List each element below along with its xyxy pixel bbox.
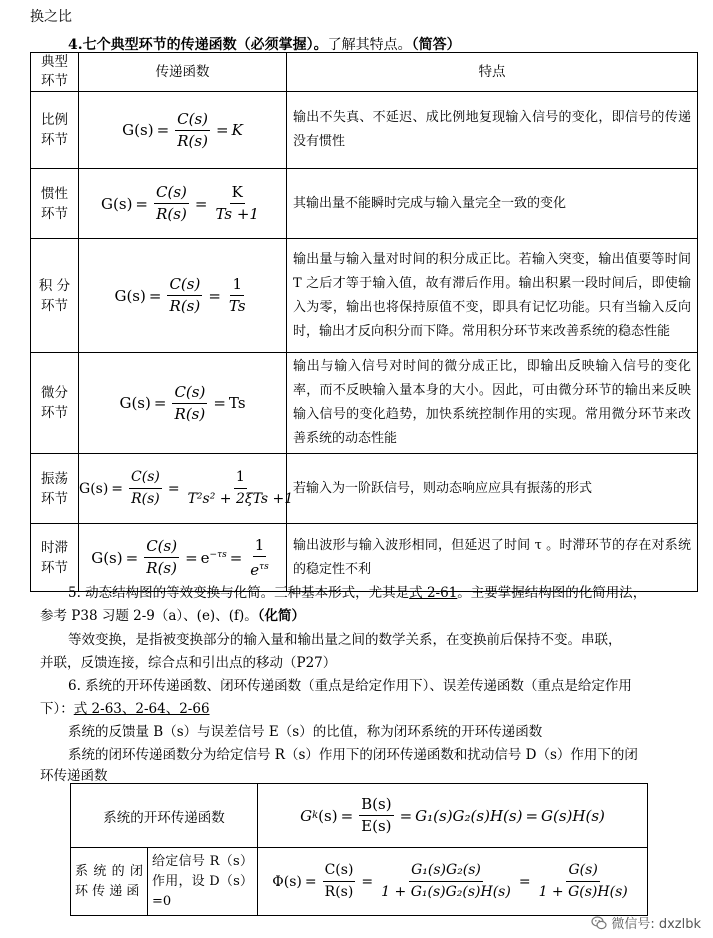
row-formula [79,454,294,524]
row-type [31,454,79,524]
formula-num: C(s) [167,275,202,296]
type-line: 时滞 [41,539,68,556]
row-type [31,239,79,353]
table-row [31,353,698,454]
row-type [31,169,79,239]
formula-num: G₁(s)G₂(s) [409,861,483,882]
formula-num: C(s) [154,183,189,204]
open-loop-label: 系统的开环传递函数 [71,784,258,848]
paragraph-6b: 系统的反馈量 B（s）与误差信号 E（s）的比值，称为闭环系统的开环传递函数 [68,724,543,740]
type-line: 环节 [41,490,68,507]
formula: G (s) = $\frac{C(s)}{R(s)}$ = $e^{-\tau s}$ = $\frac{1}{e^{\tau s}}$ [91,535,269,579]
text-tag: （化简） [257,608,305,624]
type-line: 环节 [41,405,68,421]
formula-den: Ts +1 [215,205,259,223]
formula-den: E(s) [361,817,392,835]
paragraph-5-line2 [40,605,305,627]
formula-reference-link[interactable]: 式 2-63、2-64、2-66 [73,701,210,717]
formula: G (s) = $\frac{C(s)}{R(s)}$ = K [122,109,243,150]
system-transfer-table [70,783,648,916]
formula-den: R(s) [177,131,208,150]
formula-num: G(s) [566,861,599,882]
table-row [31,92,698,169]
paragraph-6c-line2: 环传递函数 [40,768,108,784]
row-feature: 其输出量不能瞬时完成与输入量完全一致的变化 [287,169,698,239]
formula-arg: (s) [134,121,154,139]
row-feature: 输出与输入信号对时间的微分成正比，即输出反映输入信号的变化率，而不反映输入量本身的大小。因此，可由微分环节的输出来反映输入信号的变化趋势，加快系统控制作用的实现。常用微分环节来改善系统的动态性能 [287,353,698,454]
header-transfer-function: 传递函数 [79,53,287,92]
type-line: 比例 [41,112,68,128]
header-type-label: 典型环节 [41,54,68,89]
row-formula [79,239,287,353]
formula-lhs: G [119,394,132,412]
formula: G (s) = $\frac{C(s)}{R(s)}$ = Ts [119,382,246,423]
transfer-function-table [30,52,698,592]
formula-arg: (s) [113,194,133,213]
formula-lhs: G [114,286,127,305]
watermark-text: 微信号: dxzlbk [611,917,701,932]
formula-den: T²s² + 2ξTs +1 [187,491,294,507]
formula: G (s) = $\frac{C(s)}{R(s)}$ = $\frac{1}{Ts}$ [114,275,246,315]
formula-num: 1 [234,468,247,489]
formula-rhs: G(s)H(s) [541,806,605,825]
formula-arg: (s) [126,286,146,305]
table-header-row [31,53,698,92]
row-feature: 若输入为一阶跃信号，则动态响应应具有振荡的形式 [287,454,698,524]
type-line: 微分 [41,385,68,401]
formula-lhs: G [91,548,104,567]
type-line: 环节 [41,559,68,576]
formula-den: e [250,560,260,579]
table-row [31,239,698,353]
formula: G k (s) = $\frac{B(s)}{E(s)}$ = G₁(s)G₂(s)H(s) = G(s)H(s) [300,795,605,835]
formula-arg: (s) [131,394,151,412]
formula-lhs-sub: k [312,810,319,821]
formula-num: C(s) [129,468,162,489]
closed-loop-condition: 给定信号 R（s）作用，设 D（s）=0 [148,848,258,916]
row-type [31,92,79,169]
row-feature: 输出不失真、不延迟、成比例地复现输入信号的变化，即信号的传递没有惯性 [287,92,698,169]
formula-lhs: Φ(s) [272,873,302,890]
type-line: 惯性 [41,185,68,202]
row-formula [79,169,287,239]
formula-den: 1 + G(s)H(s) [538,884,628,900]
formula: G (s) = $\frac{C(s)}{R(s)}$ = $\frac{K}{Ts +1}$ [101,183,259,223]
formula-arg: (s) [90,480,109,497]
type-line: 积 分 [38,277,71,294]
text-span: 。主要掌握结构图的化简用法， [457,585,647,601]
paragraph-6-line1: 6. 系统的开环传递函数、闭环传递函数（重点是给定作用下）、误差传递函数（重点是给定作用 [68,678,632,694]
formula-den: R(s) [324,884,354,900]
type-line: 环节 [41,205,68,222]
top-text-fragment: 换之比 [30,9,72,25]
formula-num: C(s) [323,861,356,882]
formula-den: R(s) [169,297,201,315]
table-row [71,784,648,848]
formula-den: Ts [228,297,246,315]
formula-lhs: G [300,806,313,825]
formula-mid-sup: −τs [209,549,227,560]
paragraph-5-line1 [68,582,646,604]
row-type [31,353,79,454]
type-line: 振荡 [41,470,68,487]
formula-reference-link[interactable]: 式 2-61 [409,585,458,601]
table-row [31,454,698,524]
formula-num: 1 [253,536,267,557]
formula-lhs: G [122,121,135,139]
header-type [31,53,79,92]
table-row [71,848,648,916]
formula-num: K [230,183,245,204]
formula-mid: e [200,548,210,567]
text-span: 5. 动态结构图的等效变换与化简。三种基本形式，尤其是 [68,585,410,601]
formula-lhs: G [79,480,91,497]
paragraph-5b-line2: 并联，反馈连接，综合点和引出点的移动（P27） [40,655,337,671]
formula-den: R(s) [174,404,206,423]
heading-number: 4. [68,37,83,53]
formula-rhs: Ts [228,394,246,412]
type-line: 环节 [41,297,68,314]
row-formula [79,353,287,454]
heading-tag: （简答） [411,37,461,53]
formula-rhs: G₁(s)G₂(s)H(s) [415,806,523,825]
formula-arg: (s) [103,548,123,567]
formula: G (s) = $\frac{C(s)}{R(s)}$ = $\frac{1}{\text{T²s² + 2ξTs +1}}$ [79,469,294,507]
text-span: 参考 P38 习题 2-9（a）、(e)、(f)。 [40,608,258,624]
formula-num: C(s) [175,110,210,131]
heading-title: 七个典型环节的传递函数（必须掌握）。 [82,37,328,53]
formula-den: R(s) [131,491,160,507]
formula-num: B(s) [359,795,393,816]
formula-num: C(s) [144,537,179,558]
open-loop-formula [258,784,648,848]
formula-num: 1 [230,275,244,296]
closed-loop-formula [258,848,648,916]
wechat-icon [591,915,607,931]
paragraph-5b-line1: 等效变换，是指被变换部分的输入量和输出量之间的数学关系，在变换前后保持不变。串联， [68,632,622,648]
formula-rhs: K [231,121,243,139]
paragraph-6-line2 [40,698,210,720]
row-feature: 输出量与输入量对时间的积分成正比。若输入突变，输出值要等时间 T 之后才等于输入值，故有滞后作用。输出积累一段时间后，即使输入为零，输出也将保持原值不变，即具有记忆功能。只有当输入反向时，输出才反向积分而下降。常用积分环节来改善系统的稳态性能 [287,239,698,353]
watermark [591,913,701,932]
header-feature: 特点 [287,53,698,92]
heading-suffix: 了解其特点。 [327,37,412,53]
formula-arg: (s) [318,806,338,825]
text-span: 下）： [40,701,74,717]
table-row [31,169,698,239]
paragraph-6c-line1: 系统的闭环传递函数分为给定信号 R（s）作用下的闭环传递函数和扰动信号 D（s）作用下的闭 [68,747,638,763]
row-feature: 输出波形与输入波形相同，但延迟了时间 τ 。时滞环节的存在对系统的稳定性不利 [287,524,698,592]
formula-den: 1 + G₁(s)G₂(s)H(s) [381,884,511,900]
formula-den: R(s) [156,205,187,223]
type-line: 环节 [41,132,68,148]
closed-loop-label: 系 统 的 闭 环 传 递 函 [71,848,148,916]
formula-den: R(s) [146,559,177,577]
row-formula [79,92,287,169]
formula: Φ(s) = $\frac{C(s)}{R(s)}$ = $\frac{\text{G₁(s)G₂(s)}}{\text{1 + G₁(s)G₂(s)H(s)}}$ = $\frac{G(s)}{1 + G(s)H(s)}$ [272,862,628,900]
formula-lhs: G [101,194,114,213]
formula-num: C(s) [172,383,207,404]
formula-den-sup: τs [259,561,269,572]
